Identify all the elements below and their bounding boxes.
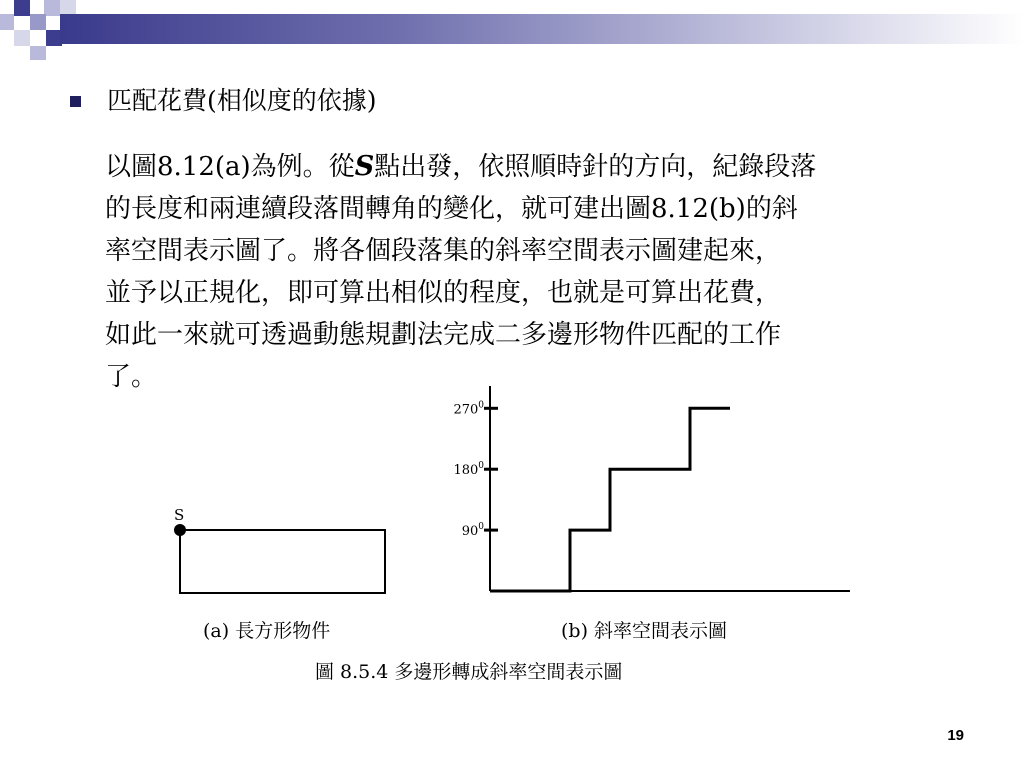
- paragraph-text: 以圖8.12(a)為例。從: [105, 152, 355, 182]
- paragraph-line: 率空間表示圖了。將各個段落集的斜率空間表示圖建起來，: [105, 236, 782, 266]
- deco-square: [30, 14, 46, 30]
- slope-space-chart: [430, 380, 860, 600]
- deco-square: [0, 14, 14, 30]
- deco-square: [30, 46, 46, 60]
- paragraph-line: 如此一來就可透過動態規劃法完成二多邊形物件匹配的工作: [105, 320, 782, 350]
- deco-square: [14, 30, 30, 46]
- rectangle-shape: [180, 530, 385, 593]
- caption-b: (b) 斜率空間表示圖: [561, 620, 728, 642]
- paragraph-line: 的長度和兩連續段落間轉角的變化，就可建出圖8.12(b)的斜: [105, 194, 798, 224]
- deco-square: [14, 0, 30, 16]
- y-tick-label: $180^0$: [453, 461, 484, 479]
- paragraph-text: 點出發，依照順時針的方向，紀錄段落: [374, 152, 817, 182]
- deco-square: [44, 0, 60, 16]
- page-number: 19: [947, 727, 964, 744]
- paragraph-line: 了。: [105, 362, 158, 392]
- title-bar-gradient: [60, 14, 1024, 44]
- paragraph-line: [105, 146, 950, 188]
- y-tick-label: $270^0$: [453, 400, 484, 418]
- figure-caption: 圖 8.5.4 多邊形轉成斜率空間表示圖: [315, 661, 623, 683]
- paragraph-line: 並予以正規化，即可算出相似的程度，也就是可算出花費，: [105, 278, 782, 308]
- start-point-dot: [174, 524, 186, 536]
- start-point-label: S: [174, 506, 185, 524]
- bullet-square-icon: [70, 96, 81, 107]
- slide-heading: 匹配花費(相似度的依據): [107, 86, 377, 115]
- deco-square: [60, 0, 76, 14]
- body-paragraph: [105, 146, 950, 398]
- point-s-label: S: [354, 151, 375, 182]
- slope-step-line: [490, 408, 730, 591]
- caption-a: (a) 長方形物件: [203, 620, 331, 642]
- rectangle-object-figure: [160, 500, 400, 600]
- y-tick-label: $90^0$: [461, 522, 484, 540]
